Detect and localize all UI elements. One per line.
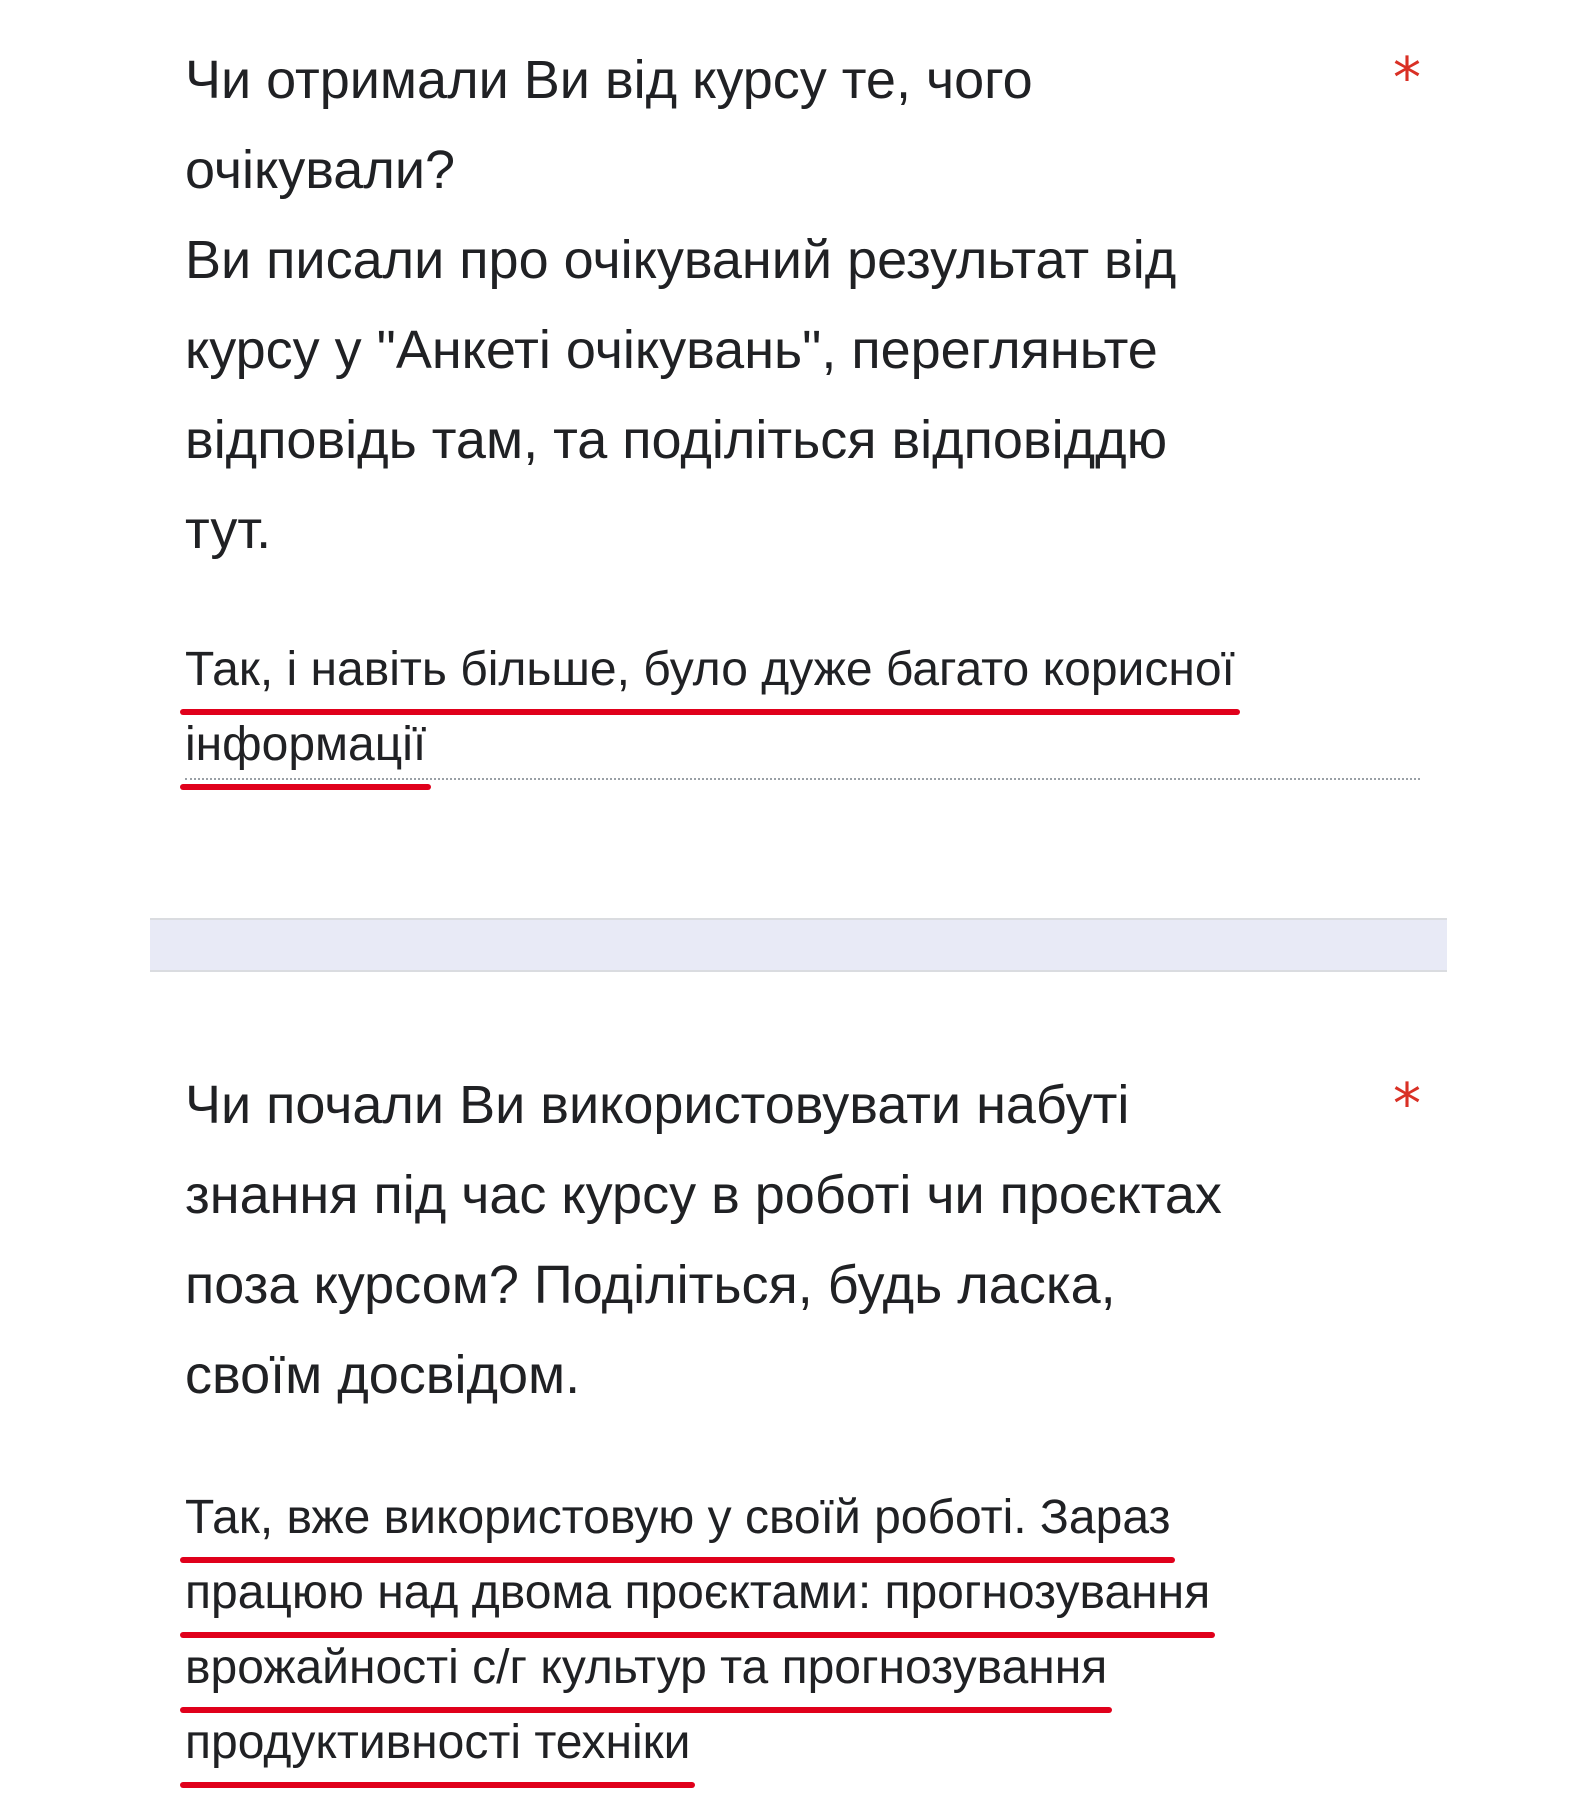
question-1-title-line: очікували? bbox=[185, 140, 456, 200]
answer-line bbox=[185, 1480, 1210, 1555]
answer-line bbox=[185, 707, 1235, 782]
question-1-title-line: відповідь там, та поділіться відповіддю bbox=[185, 410, 1168, 470]
answer-line bbox=[185, 1555, 1210, 1630]
question-1-answer-field[interactable] bbox=[185, 632, 1235, 782]
question-2-title bbox=[185, 1060, 1385, 1420]
required-asterisk: * bbox=[1393, 46, 1421, 111]
answer-line bbox=[185, 1705, 1210, 1780]
question-1-title-line: тут. bbox=[185, 500, 272, 560]
question-1-title-line: курсу у "Анкеті очікувань", перегляньте bbox=[185, 320, 1158, 380]
question-1-title-line: Чи отримали Ви від курсу те, чого bbox=[185, 50, 1033, 110]
section-divider bbox=[150, 918, 1447, 972]
question-2-answer-field[interactable] bbox=[185, 1480, 1210, 1780]
answer-line-text: врожайності с/г культур та прогнозування bbox=[185, 1630, 1107, 1705]
question-2 bbox=[185, 1060, 1355, 1420]
required-asterisk: * bbox=[1393, 1072, 1421, 1137]
answer-field-underline bbox=[185, 778, 1420, 780]
question-2-title-line: Чи почали Ви використовувати набуті bbox=[185, 1075, 1130, 1135]
answer-line bbox=[185, 1630, 1210, 1705]
answer-line-text: Так, вже використовую у своїй роботі. Зараз bbox=[185, 1480, 1170, 1555]
answer-line-text: працюю над двома проєктами: прогнозування bbox=[185, 1555, 1210, 1630]
answer-line-text: продуктивності техніки bbox=[185, 1705, 690, 1780]
answer-line bbox=[185, 632, 1235, 707]
answer-line-text: Так, і навіть більше, було дуже багато корисної bbox=[185, 632, 1235, 707]
question-1 bbox=[185, 35, 1355, 575]
question-2-title-line: знання під час курсу в роботі чи проєктах bbox=[185, 1165, 1222, 1225]
question-1-title bbox=[185, 35, 1335, 575]
question-2-title-line: своїм досвідом. bbox=[185, 1345, 581, 1405]
answer-line-text: інформації bbox=[185, 707, 426, 782]
question-2-title-line: поза курсом? Поділіться, будь ласка, bbox=[185, 1255, 1116, 1315]
question-1-title-line: Ви писали про очікуваний результат від bbox=[185, 230, 1177, 290]
